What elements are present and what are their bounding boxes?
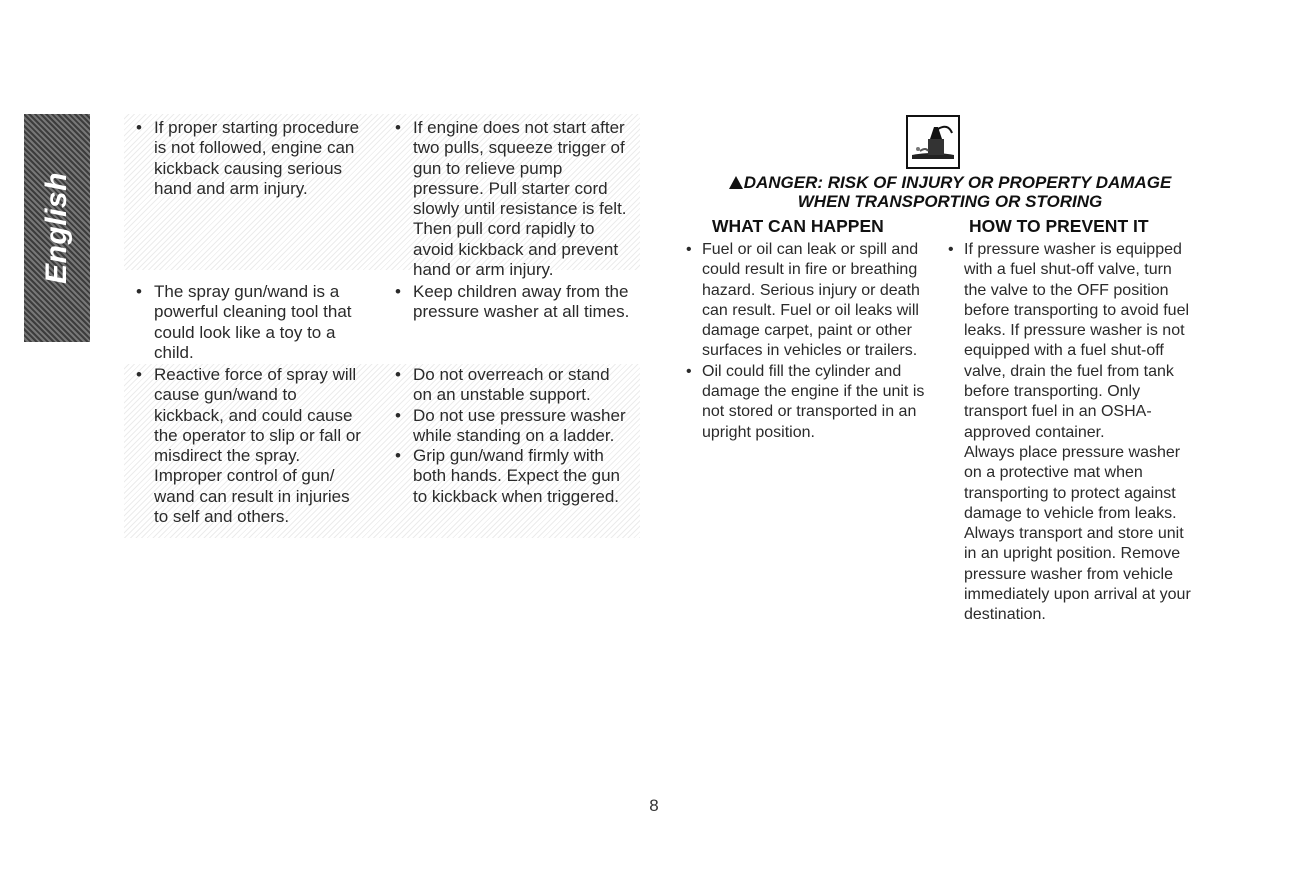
language-tab-label: English <box>40 172 73 284</box>
page-number: 8 <box>649 796 659 815</box>
left-col2-bottom <box>385 365 633 507</box>
list-item: • If engine does not start after two pulls, squeeze trigger of gun to relieve pump pressure. Pull starter cord slowly until resistance is felt. Then pull cord rapidly to avoid kickback and prevent hand or arm injury. <box>385 118 635 280</box>
danger-heading <box>700 173 1200 211</box>
what-can-happen-list <box>680 240 930 443</box>
left-col2-top <box>385 118 635 280</box>
list-item: • Do not overreach or stand on an unstable support. <box>385 365 633 406</box>
list-item: • If proper starting procedure is not followed, engine can kickback causing serious hand and arm injury. <box>126 118 376 199</box>
warning-triangle-icon <box>729 176 743 189</box>
left-col2-mid <box>385 282 640 323</box>
list-item: • Oil could fill the cylinder and damage the engine if the unit is not stored or transported in an upright position. <box>680 362 930 443</box>
list-item: • The spray gun/wand is a powerful cleaning tool that could look like a toy to a child. <box>126 282 356 363</box>
danger-line-2: WHEN TRANSPORTING OR STORING <box>797 192 1103 211</box>
list-item: • If pressure washer is equipped with a fuel shut-off valve, turn the valve to the OFF position before transporting to avoid fuel leaks. If pressure washer is not equipped with a fuel shut-off valve, drain the fuel from tank before transporting. Only transport fuel in an OSHA-approved container. <box>942 240 1194 443</box>
danger-line-1: DANGER: RISK OF INJURY OR PROPERTY DAMAGE <box>700 173 1200 192</box>
how-to-prevent-heading: HOW TO PREVENT IT <box>969 216 1149 236</box>
prevention-paragraph: Always place pressure washer on a protective mat when transporting to protect against damage to vehicle from leaks. <box>964 443 1181 522</box>
list-item: • Do not use pressure washer while standing on a ladder. <box>385 406 633 447</box>
list-item: • Fuel or oil can leak or spill and could result in fire or breathing hazard. Serious injury or death can result. Fuel or oil leaks will damage carpet, paint or other surfaces in vehicles or trailers. <box>680 240 930 362</box>
language-tab <box>24 114 90 342</box>
left-col1-mid <box>126 282 356 363</box>
how-to-prevent-list <box>942 240 1194 626</box>
list-item: • Grip gun/wand firmly with both hands. Expect the gun to kickback when triggered. <box>385 446 633 507</box>
prevention-paragraph: Always transport and store unit in an upright position. Remove pressure washer from vehicle immediately upon arrival at your destination. <box>964 525 1191 624</box>
list-item: • Keep children away from the pressure washer at all times. <box>385 282 640 323</box>
list-item: • Reactive force of spray will cause gun/wand to kickback, and could cause the operator to slip or fall or misdirect the spray. Improper control of gun/ wand can result in injuries to self and others. <box>126 365 366 527</box>
fuel-transport-icon <box>906 115 960 169</box>
left-col1-top <box>126 118 376 199</box>
what-can-happen-heading: WHAT CAN HAPPEN <box>712 216 884 236</box>
left-col1-bottom <box>126 365 366 527</box>
